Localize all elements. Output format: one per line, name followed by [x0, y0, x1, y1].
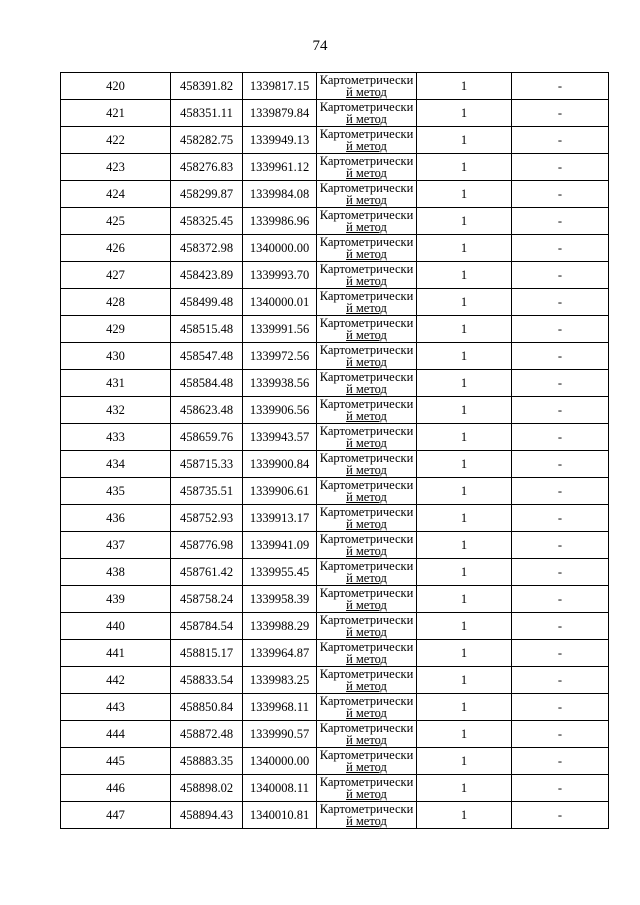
description-cell: -	[512, 478, 609, 505]
y-coordinate-cell: 1340008.11	[243, 775, 317, 802]
method-text-line1: Картометрически	[319, 451, 414, 465]
method-text-line1: Картометрически	[319, 748, 414, 762]
y-coordinate-cell: 1339900.84	[243, 451, 317, 478]
accuracy-cell: 1	[417, 316, 512, 343]
y-coordinate-cell: 1339913.17	[243, 505, 317, 532]
x-coordinate-cell: 458276.83	[171, 154, 243, 181]
point-number-cell: 433	[61, 424, 171, 451]
method-text-line2: й метод	[346, 301, 387, 315]
y-coordinate-cell: 1339990.57	[243, 721, 317, 748]
method-cell	[317, 73, 417, 100]
accuracy-cell: 1	[417, 262, 512, 289]
y-coordinate-cell: 1339938.56	[243, 370, 317, 397]
x-coordinate-cell: 458299.87	[171, 181, 243, 208]
description-cell: -	[512, 127, 609, 154]
method-text-line2: й метод	[346, 733, 387, 747]
x-coordinate-cell: 458659.76	[171, 424, 243, 451]
point-number-cell: 437	[61, 532, 171, 559]
method-text-line2: й метод	[346, 652, 387, 666]
method-cell	[317, 586, 417, 613]
y-coordinate-cell: 1339906.61	[243, 478, 317, 505]
table-row	[61, 127, 609, 154]
point-number-cell: 430	[61, 343, 171, 370]
point-number-cell: 442	[61, 667, 171, 694]
x-coordinate-cell: 458894.43	[171, 802, 243, 829]
accuracy-cell: 1	[417, 235, 512, 262]
point-number-cell: 421	[61, 100, 171, 127]
method-text-line1: Картометрически	[319, 127, 414, 141]
x-coordinate-cell: 458735.51	[171, 478, 243, 505]
method-cell	[317, 208, 417, 235]
x-coordinate-cell: 458815.17	[171, 640, 243, 667]
table-row	[61, 397, 609, 424]
table-body	[61, 73, 609, 829]
method-text-line2: й метод	[346, 679, 387, 693]
accuracy-cell: 1	[417, 505, 512, 532]
point-number-cell: 425	[61, 208, 171, 235]
method-cell	[317, 559, 417, 586]
y-coordinate-cell: 1340000.00	[243, 748, 317, 775]
table-row	[61, 667, 609, 694]
method-text-line1: Картометрически	[319, 613, 414, 627]
x-coordinate-cell: 458584.48	[171, 370, 243, 397]
x-coordinate-cell: 458623.48	[171, 397, 243, 424]
table-row	[61, 235, 609, 262]
table-row	[61, 100, 609, 127]
accuracy-cell: 1	[417, 424, 512, 451]
accuracy-cell: 1	[417, 451, 512, 478]
description-cell: -	[512, 802, 609, 829]
point-number-cell: 434	[61, 451, 171, 478]
x-coordinate-cell: 458833.54	[171, 667, 243, 694]
method-text-line2: й метод	[346, 463, 387, 477]
table-row	[61, 73, 609, 100]
x-coordinate-cell: 458850.84	[171, 694, 243, 721]
method-cell	[317, 397, 417, 424]
method-cell	[317, 181, 417, 208]
description-cell: -	[512, 505, 609, 532]
y-coordinate-cell: 1339961.12	[243, 154, 317, 181]
description-cell: -	[512, 424, 609, 451]
y-coordinate-cell: 1339906.56	[243, 397, 317, 424]
y-coordinate-cell: 1339984.08	[243, 181, 317, 208]
accuracy-cell: 1	[417, 640, 512, 667]
method-text-line2: й метод	[346, 625, 387, 639]
accuracy-cell: 1	[417, 370, 512, 397]
table-row	[61, 775, 609, 802]
point-number-cell: 427	[61, 262, 171, 289]
y-coordinate-cell: 1339943.57	[243, 424, 317, 451]
description-cell: -	[512, 154, 609, 181]
method-cell	[317, 748, 417, 775]
point-number-cell: 429	[61, 316, 171, 343]
description-cell: -	[512, 721, 609, 748]
method-text-line2: й метод	[346, 355, 387, 369]
method-cell	[317, 667, 417, 694]
method-text-line1: Картометрически	[319, 667, 414, 681]
point-number-cell: 443	[61, 694, 171, 721]
point-number-cell: 420	[61, 73, 171, 100]
point-number-cell: 428	[61, 289, 171, 316]
method-text-line2: й метод	[346, 193, 387, 207]
point-number-cell: 439	[61, 586, 171, 613]
accuracy-cell: 1	[417, 289, 512, 316]
method-text-line1: Картометрически	[319, 100, 414, 114]
x-coordinate-cell: 458372.98	[171, 235, 243, 262]
x-coordinate-cell: 458752.93	[171, 505, 243, 532]
method-text-line1: Картометрически	[319, 802, 414, 816]
method-cell	[317, 775, 417, 802]
method-cell	[317, 532, 417, 559]
table-row	[61, 154, 609, 181]
table-row	[61, 478, 609, 505]
method-cell	[317, 289, 417, 316]
accuracy-cell: 1	[417, 667, 512, 694]
method-text-line2: й метод	[346, 166, 387, 180]
x-coordinate-cell: 458784.54	[171, 613, 243, 640]
accuracy-cell: 1	[417, 181, 512, 208]
table-row	[61, 802, 609, 829]
description-cell: -	[512, 73, 609, 100]
method-text-line2: й метод	[346, 85, 387, 99]
method-cell	[317, 343, 417, 370]
method-text-line1: Картометрически	[319, 559, 414, 573]
table-row	[61, 424, 609, 451]
method-text-line2: й метод	[346, 544, 387, 558]
method-text-line2: й метод	[346, 409, 387, 423]
point-number-cell: 444	[61, 721, 171, 748]
method-cell	[317, 694, 417, 721]
point-number-cell: 423	[61, 154, 171, 181]
method-text-line2: й метод	[346, 490, 387, 504]
method-text-line1: Картометрически	[319, 532, 414, 546]
method-text-line1: Картометрически	[319, 235, 414, 249]
y-coordinate-cell: 1339964.87	[243, 640, 317, 667]
method-text-line1: Картометрически	[319, 505, 414, 519]
y-coordinate-cell: 1339972.56	[243, 343, 317, 370]
y-coordinate-cell: 1339941.09	[243, 532, 317, 559]
y-coordinate-cell: 1339817.15	[243, 73, 317, 100]
description-cell: -	[512, 640, 609, 667]
table-row	[61, 208, 609, 235]
table-row	[61, 559, 609, 586]
method-cell	[317, 262, 417, 289]
table-row	[61, 181, 609, 208]
accuracy-cell: 1	[417, 559, 512, 586]
accuracy-cell: 1	[417, 154, 512, 181]
table-row	[61, 748, 609, 775]
accuracy-cell: 1	[417, 100, 512, 127]
method-cell	[317, 478, 417, 505]
description-cell: -	[512, 451, 609, 478]
point-number-cell: 441	[61, 640, 171, 667]
method-cell	[317, 613, 417, 640]
method-text-line1: Картометрически	[319, 343, 414, 357]
y-coordinate-cell: 1339955.45	[243, 559, 317, 586]
description-cell: -	[512, 316, 609, 343]
point-number-cell: 446	[61, 775, 171, 802]
description-cell: -	[512, 289, 609, 316]
table-row	[61, 532, 609, 559]
table-row	[61, 343, 609, 370]
accuracy-cell: 1	[417, 802, 512, 829]
method-text-line2: й метод	[346, 139, 387, 153]
method-text-line2: й метод	[346, 328, 387, 342]
accuracy-cell: 1	[417, 208, 512, 235]
accuracy-cell: 1	[417, 343, 512, 370]
description-cell: -	[512, 559, 609, 586]
x-coordinate-cell: 458761.42	[171, 559, 243, 586]
accuracy-cell: 1	[417, 532, 512, 559]
description-cell: -	[512, 208, 609, 235]
x-coordinate-cell: 458515.48	[171, 316, 243, 343]
x-coordinate-cell: 458883.35	[171, 748, 243, 775]
y-coordinate-cell: 1339991.56	[243, 316, 317, 343]
point-number-cell: 440	[61, 613, 171, 640]
x-coordinate-cell: 458872.48	[171, 721, 243, 748]
method-text-line1: Картометрически	[319, 262, 414, 276]
method-text-line2: й метод	[346, 274, 387, 288]
accuracy-cell: 1	[417, 397, 512, 424]
accuracy-cell: 1	[417, 478, 512, 505]
method-text-line2: й метод	[346, 706, 387, 720]
x-coordinate-cell: 458776.98	[171, 532, 243, 559]
method-text-line1: Картометрически	[319, 478, 414, 492]
description-cell: -	[512, 532, 609, 559]
point-number-cell: 436	[61, 505, 171, 532]
x-coordinate-cell: 458499.48	[171, 289, 243, 316]
method-cell	[317, 721, 417, 748]
description-cell: -	[512, 235, 609, 262]
x-coordinate-cell: 458282.75	[171, 127, 243, 154]
point-number-cell: 438	[61, 559, 171, 586]
method-cell	[317, 154, 417, 181]
table-row	[61, 721, 609, 748]
method-cell	[317, 370, 417, 397]
y-coordinate-cell: 1339968.11	[243, 694, 317, 721]
method-text-line1: Картометрически	[319, 181, 414, 195]
accuracy-cell: 1	[417, 748, 512, 775]
method-text-line2: й метод	[346, 220, 387, 234]
description-cell: -	[512, 262, 609, 289]
method-text-line1: Картометрически	[319, 370, 414, 384]
table-row	[61, 451, 609, 478]
table-row	[61, 505, 609, 532]
accuracy-cell: 1	[417, 127, 512, 154]
point-number-cell: 422	[61, 127, 171, 154]
method-text-line2: й метод	[346, 247, 387, 261]
method-text-line2: й метод	[346, 382, 387, 396]
table-row	[61, 262, 609, 289]
x-coordinate-cell: 458423.89	[171, 262, 243, 289]
table-row	[61, 289, 609, 316]
table-row	[61, 586, 609, 613]
point-number-cell: 431	[61, 370, 171, 397]
y-coordinate-cell: 1339949.13	[243, 127, 317, 154]
y-coordinate-cell: 1340010.81	[243, 802, 317, 829]
description-cell: -	[512, 343, 609, 370]
method-text-line1: Картометрически	[319, 289, 414, 303]
x-coordinate-cell: 458391.82	[171, 73, 243, 100]
x-coordinate-cell: 458758.24	[171, 586, 243, 613]
x-coordinate-cell: 458325.45	[171, 208, 243, 235]
x-coordinate-cell: 458898.02	[171, 775, 243, 802]
method-cell	[317, 316, 417, 343]
table-row	[61, 640, 609, 667]
y-coordinate-cell: 1339986.96	[243, 208, 317, 235]
method-text-line2: й метод	[346, 517, 387, 531]
method-cell	[317, 802, 417, 829]
y-coordinate-cell: 1339879.84	[243, 100, 317, 127]
method-text-line1: Картометрически	[319, 640, 414, 654]
point-number-cell: 435	[61, 478, 171, 505]
x-coordinate-cell: 458351.11	[171, 100, 243, 127]
method-text-line2: й метод	[346, 112, 387, 126]
y-coordinate-cell: 1339983.25	[243, 667, 317, 694]
method-cell	[317, 451, 417, 478]
method-text-line1: Картометрически	[319, 397, 414, 411]
method-text-line1: Картометрически	[319, 775, 414, 789]
method-cell	[317, 235, 417, 262]
accuracy-cell: 1	[417, 694, 512, 721]
description-cell: -	[512, 586, 609, 613]
method-cell	[317, 127, 417, 154]
table-row	[61, 694, 609, 721]
y-coordinate-cell: 1340000.01	[243, 289, 317, 316]
method-cell	[317, 640, 417, 667]
point-number-cell: 447	[61, 802, 171, 829]
method-text-line2: й метод	[346, 787, 387, 801]
y-coordinate-cell: 1339993.70	[243, 262, 317, 289]
description-cell: -	[512, 370, 609, 397]
description-cell: -	[512, 397, 609, 424]
description-cell: -	[512, 694, 609, 721]
method-text-line2: й метод	[346, 436, 387, 450]
table-row	[61, 370, 609, 397]
table-row	[61, 613, 609, 640]
x-coordinate-cell: 458547.48	[171, 343, 243, 370]
description-cell: -	[512, 100, 609, 127]
method-text-line1: Картометрически	[319, 721, 414, 735]
method-text-line2: й метод	[346, 760, 387, 774]
method-text-line1: Картометрически	[319, 424, 414, 438]
page-number: 74	[312, 38, 328, 54]
y-coordinate-cell: 1340000.00	[243, 235, 317, 262]
accuracy-cell: 1	[417, 775, 512, 802]
description-cell: -	[512, 667, 609, 694]
accuracy-cell: 1	[417, 73, 512, 100]
accuracy-cell: 1	[417, 586, 512, 613]
method-text-line2: й метод	[346, 571, 387, 585]
method-text-line1: Картометрически	[319, 694, 414, 708]
point-number-cell: 432	[61, 397, 171, 424]
y-coordinate-cell: 1339958.39	[243, 586, 317, 613]
method-text-line1: Картометрически	[319, 73, 414, 87]
x-coordinate-cell: 458715.33	[171, 451, 243, 478]
method-text-line2: й метод	[346, 598, 387, 612]
point-number-cell: 445	[61, 748, 171, 775]
description-cell: -	[512, 181, 609, 208]
coordinates-table	[60, 72, 609, 829]
method-text-line1: Картометрически	[319, 208, 414, 222]
table-row	[61, 316, 609, 343]
accuracy-cell: 1	[417, 721, 512, 748]
point-number-cell: 426	[61, 235, 171, 262]
method-cell	[317, 424, 417, 451]
method-cell	[317, 100, 417, 127]
accuracy-cell: 1	[417, 613, 512, 640]
description-cell: -	[512, 613, 609, 640]
method-text-line1: Картометрически	[319, 154, 414, 168]
method-cell	[317, 505, 417, 532]
method-text-line1: Картометрически	[319, 316, 414, 330]
point-number-cell: 424	[61, 181, 171, 208]
method-text-line1: Картометрически	[319, 586, 414, 600]
y-coordinate-cell: 1339988.29	[243, 613, 317, 640]
description-cell: -	[512, 748, 609, 775]
description-cell: -	[512, 775, 609, 802]
method-text-line2: й метод	[346, 814, 387, 828]
